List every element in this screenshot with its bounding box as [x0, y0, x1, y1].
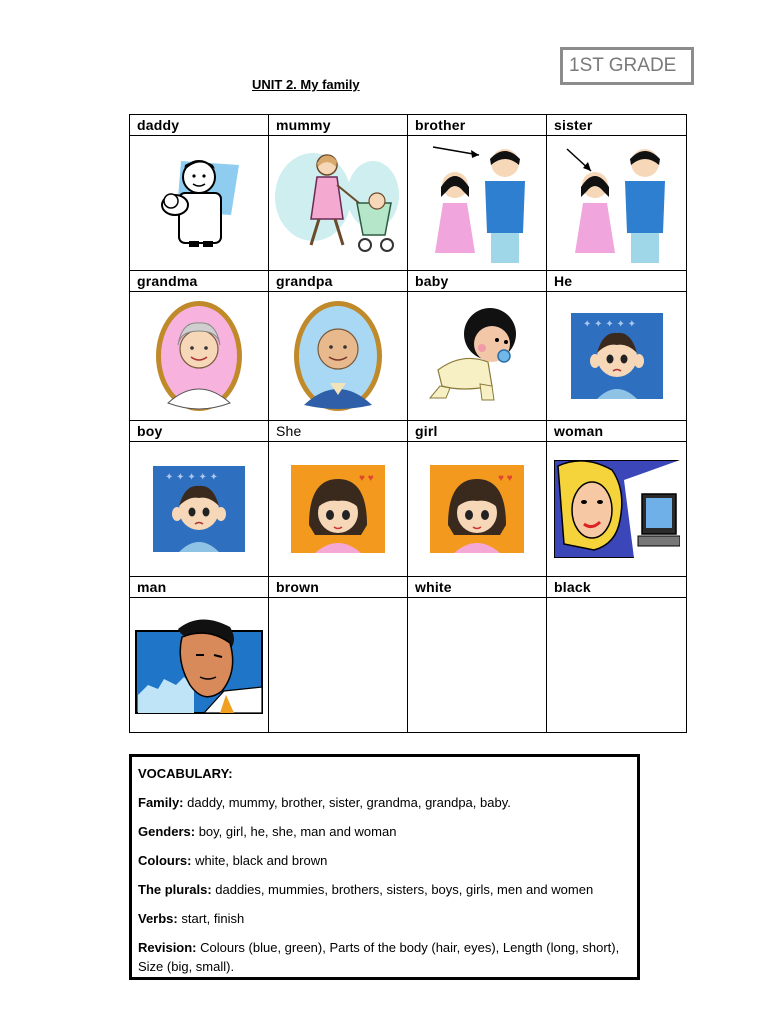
- cell-woman-picture: [547, 442, 687, 577]
- svg-text:✦ ✦ ✦ ✦ ✦: ✦ ✦ ✦ ✦ ✦: [582, 319, 636, 330]
- cell-black-empty: [547, 598, 687, 733]
- page-title: UNIT 2. My family: [252, 77, 360, 92]
- label-grandpa: grandpa: [269, 271, 408, 292]
- man-portrait-illustration: [134, 615, 264, 715]
- cell-daddy-picture: [130, 136, 269, 271]
- cell-man-picture: [130, 598, 269, 733]
- label-he: He: [547, 271, 687, 292]
- grandpa-portrait-illustration: [292, 299, 384, 413]
- brother-sister-arrow-girl-illustration: [555, 141, 679, 265]
- cell-brother-picture: [408, 136, 547, 271]
- mummy-with-pram-illustration: [273, 149, 403, 257]
- grandma-portrait-illustration: [154, 299, 244, 413]
- label-boy: boy: [130, 421, 269, 442]
- vocab-line-plurals: The plurals: daddies, mummies, brothers, sisters, boys, girls, men and women: [138, 882, 594, 897]
- brother-sister-arrow-boy-illustration: [415, 141, 539, 265]
- cell-mummy-picture: [269, 136, 408, 271]
- cell-baby-picture: [408, 292, 547, 421]
- boy-face-illustration: [571, 313, 663, 399]
- cell-he-picture: [547, 292, 687, 421]
- cell-grandpa-picture: [269, 292, 408, 421]
- label-girl: girl: [408, 421, 547, 442]
- vocab-line-verbs: Verbs: start, finish: [138, 911, 245, 926]
- vocabulary-box: [129, 754, 640, 980]
- vocab-line-family: Family: daddy, mummy, brother, sister, grandma, grandpa, baby.: [138, 795, 511, 810]
- cell-boy-picture: [130, 442, 269, 577]
- svg-text:♥ ♥: ♥ ♥: [359, 473, 374, 484]
- cell-white-empty: [408, 598, 547, 733]
- vocab-line-colours: Colours: white, black and brown: [138, 853, 328, 868]
- girl-face-illustration: [291, 465, 385, 553]
- girl-face-illustration: [430, 465, 524, 553]
- vocab-line-genders: Genders: boy, girl, he, she, man and woman: [138, 824, 397, 839]
- label-white: white: [408, 577, 547, 598]
- label-daddy: daddy: [130, 115, 269, 136]
- label-man: man: [130, 577, 269, 598]
- daddy-holding-baby-illustration: [151, 153, 247, 253]
- svg-text:✦ ✦ ✦ ✦ ✦: ✦ ✦ ✦ ✦ ✦: [165, 472, 219, 483]
- vocabulary-picture-grid: [129, 114, 687, 733]
- label-brother: brother: [408, 115, 547, 136]
- cell-girl-picture: [408, 442, 547, 577]
- cell-sister-picture: [547, 136, 687, 271]
- cell-grandma-picture: [130, 292, 269, 421]
- vocabulary-heading: VOCABULARY:: [138, 766, 233, 781]
- boy-face-illustration: [153, 466, 245, 552]
- vocab-line-revision: Revision: Colours (blue, green), Parts of the body (hair, eyes), Length (long, short), Size (big, small).: [138, 940, 620, 974]
- label-she: She: [269, 421, 408, 442]
- grade-badge: 1ST GRADE: [560, 47, 694, 85]
- cell-brown-empty: [269, 598, 408, 733]
- label-grandma: grandma: [130, 271, 269, 292]
- label-black: black: [547, 577, 687, 598]
- label-brown: brown: [269, 577, 408, 598]
- label-woman: woman: [547, 421, 687, 442]
- label-mummy: mummy: [269, 115, 408, 136]
- crawling-baby-illustration: [422, 306, 532, 406]
- svg-text:♥ ♥: ♥ ♥: [498, 473, 513, 484]
- cell-she-picture: [269, 442, 408, 577]
- woman-at-computer-illustration: [554, 460, 680, 558]
- label-sister: sister: [547, 115, 687, 136]
- label-baby: baby: [408, 271, 547, 292]
